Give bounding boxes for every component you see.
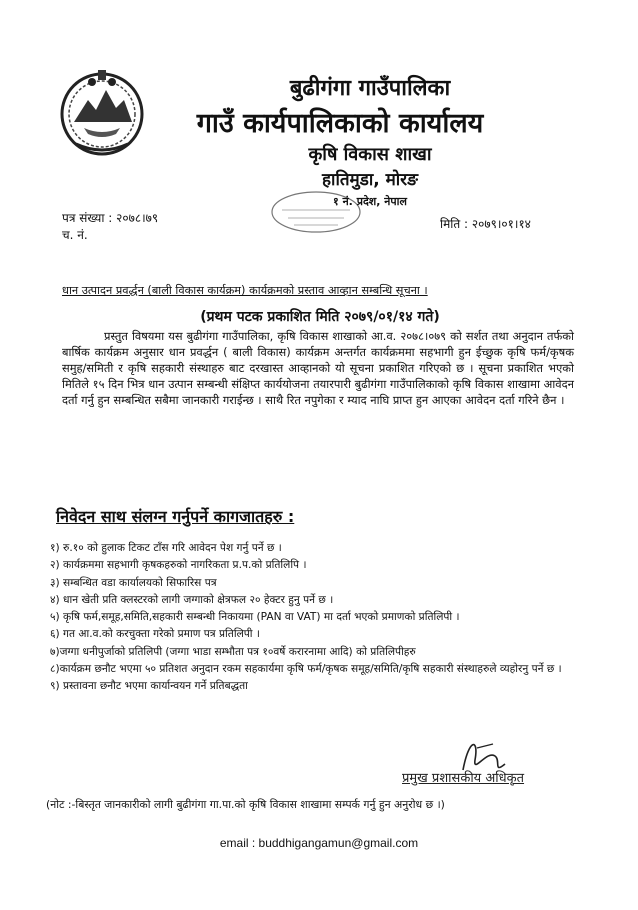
dispatch-number: च. नं. xyxy=(62,228,88,242)
documents-list xyxy=(50,541,580,697)
municipality-name: बुढीगंगा गाउँपालिका xyxy=(289,76,451,101)
documents-heading: निवेदन साथ संलग्न गर्नुपर्ने कागजातहरु : xyxy=(56,507,295,526)
list-item: ३) सम्बन्धित वडा कार्यालयको सिफारिस पत्र xyxy=(50,576,217,589)
list-item: ४) धान खेती प्रति क्लस्टरको लागी जग्गाको क्षेत्रफल २० हेक्टर हुनु पर्ने छ । xyxy=(50,593,334,606)
letter-date: मिति : २०७९।०१।१४ xyxy=(440,217,531,231)
list-item: ८)कार्यक्रम छनौट भएमा ५० प्रतिशत अनुदान रकम सहकार्यमा कृषि फर्म/कृषक समूह/समिति/कृषि सहकारी संस्थाहरुले व्यहोरनु पर्ने छ । xyxy=(50,663,562,676)
list-item: ७)जग्गा धनीपुर्जाको प्रतिलिपी (जग्गा भाडा सम्भौता पत्र १०वर्षे करारनामा आदि) को प्रतिलिपीहरु xyxy=(50,645,416,658)
list-item: १) रु.१० को हुलाक टिकट टाँस गरि आवेदन पेश गर्नु पर्ने छ । xyxy=(50,542,282,554)
office-location: हातिमुडा, मोरङ xyxy=(322,170,418,190)
office-name: गाउँ कार्यपालिकाको कार्यालय xyxy=(196,108,484,139)
first-published-date: (प्रथम पटक प्रकाशित मिति २०७९/०१/१४ गते) xyxy=(200,309,440,325)
footer-note: (नोट :-बिस्तृत जानकारीको लागी बुढीगंगा गा.पा.को कृषि विकास शाखामा सम्पर्क गर्नु हुन अनुरोध छ ।) xyxy=(46,798,445,811)
letter-number: पत्र संख्या : २०७८।७९ xyxy=(62,211,159,225)
notice-body: प्रस्तुत विषयमा यस बुढीगंगा गाउँपालिका, कृषि विकास शाखाको आ.व. २०७८।०७९ को सर्शत तथा अनुदान तर्फको बार्षिक कार्यक्रम अनुसार धान प्रवर्द्धन ( बाली विकास) कार्यक्रम अन्तर्गत कार्यक्रममा सहभागी हुन ईच्छुक कृषि फर्म/कृषक समुह/समिती र कृषि सहकारी संस्थाहरु बाट दरखास्त आव्हानको यो सूचना प्रकाशित गरिएको छ । सूचना प्रकाशित भएको मितिले १५ दिन भित्र धान उत्पान सम्बन्धी संक्षिप्त कार्ययोजना तयारपारी बुढीगंगा गाउँपालिकाको कृषि विकास शाखामा आवेदन दर्ता गर्नु हुन सम्बन्धित सबैमा जानकारी गराईन्छ । साथै रित नपुगेका र म्याद नाघि प्राप्त हुन आएका आवेदन दर्ता गरिने छैन । xyxy=(62,329,574,407)
notice-subject: धान उत्पादन प्रवर्द्धन (बाली विकास कार्यक्रम) कार्यक्रमको प्रस्ताव आव्हान सम्बन्धि सूचना । xyxy=(62,284,428,297)
province-line: १ नं. प्रदेश, नेपाल xyxy=(333,195,407,208)
contact-email: email : buddhigangamun@gmail.com xyxy=(219,836,419,850)
list-item: ६) गत आ.व.को करचुक्ता गरेको प्रमाण पत्र प्रतिलिपी । xyxy=(50,628,260,641)
signatory-title: प्रमुख प्रशासकीय अधिकृत xyxy=(402,771,525,786)
branch-name: कृषि विकास शाखा xyxy=(308,144,432,165)
list-item: ९) प्रस्तावना छनौट भएमा कार्यान्वयन गर्ने प्रतिबद्धता xyxy=(50,680,248,693)
list-item: २) कार्यक्रममा सहभागी कृषकहरुको नागरिकता प्र.प.को प्रतिलिपि । xyxy=(50,559,307,572)
list-item: ५) कृषि फर्म,समूह,समिति,सहकारी सम्बन्धी निकायमा (PAN वा VAT) मा दर्ता भएको प्रमाणको प्रतिलिपी । xyxy=(50,611,460,624)
